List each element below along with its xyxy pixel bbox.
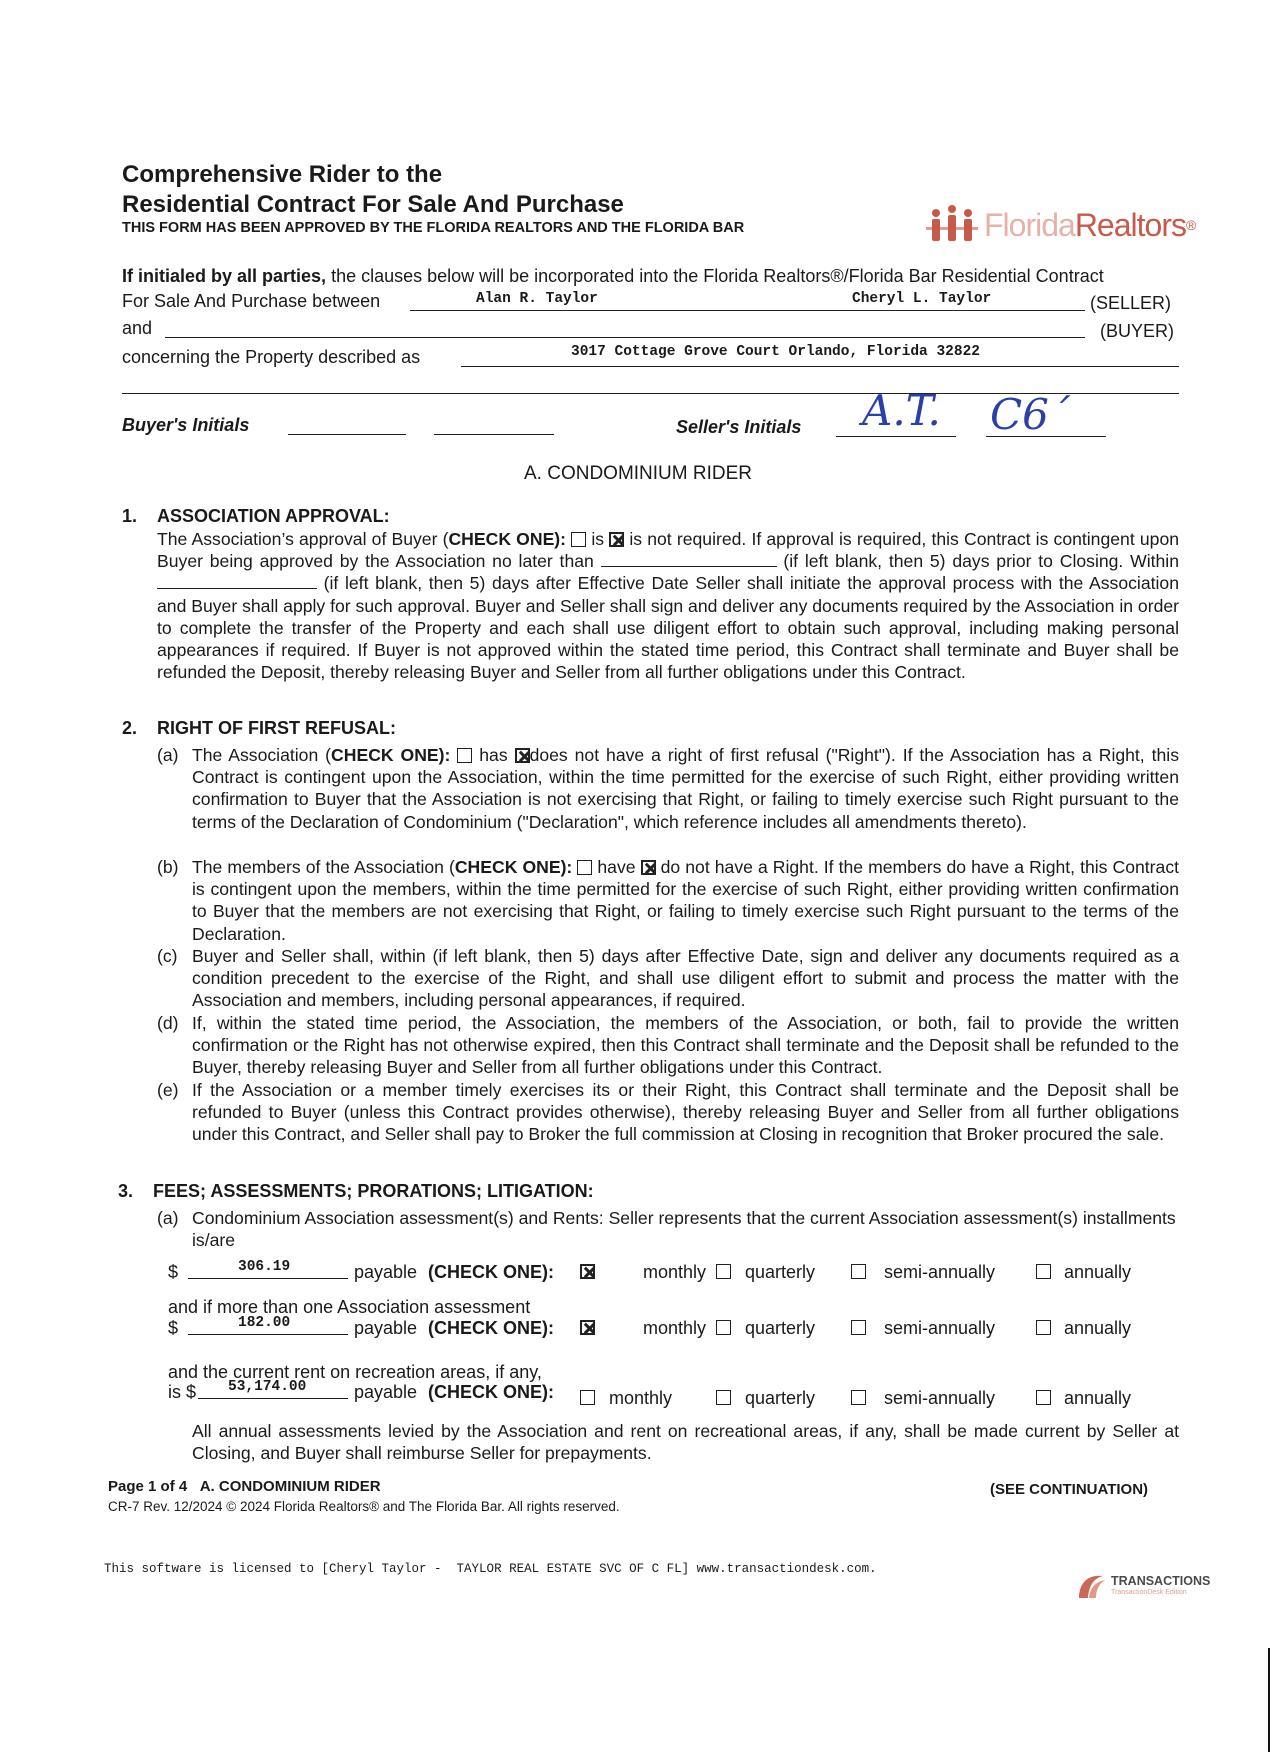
buyer-line[interactable]: [165, 337, 1085, 338]
amount2-value[interactable]: 182.00: [238, 1315, 291, 1331]
between-label: For Sale And Purchase between: [122, 291, 381, 311]
dollar-sign: $: [168, 1262, 179, 1282]
seller-name-1[interactable]: Alan R. Taylor: [476, 291, 598, 307]
s1-days-blank-1[interactable]: [601, 550, 777, 567]
seller-line[interactable]: [410, 310, 1085, 311]
transactions-logo-text: TRANSACTIONS: [1111, 1574, 1211, 1588]
s2b-text: The members of the Association (CHECK ONE): have do not have a Right. If the members do have a Right, this Contract is contingent upon the members, within the time permitted for the exercise of such Right, either providing written confirmation to Buyer that the members are not exercising that Right, or failing to timely exercise such Right pursuant to the terms of the Declaration.: [192, 857, 1180, 944]
fee1-semi-annually-checkbox[interactable]: [851, 1264, 866, 1279]
amount1-value[interactable]: 306.19: [238, 1259, 291, 1275]
quarterly-label: quarterly: [745, 1318, 816, 1338]
s1-approval-not-required-checkbox[interactable]: [609, 532, 624, 547]
s3a-closing-text: All annual assessments levied by the Association and rent on recreational areas, if any, shall be made current by Seller at Closing, and Buyer shall reimburse Seller for prepayments.: [192, 1421, 1179, 1464]
annually-label: annually: [1064, 1388, 1132, 1408]
s2b-do-not-have-checkbox[interactable]: [641, 860, 656, 875]
transactions-logo: [1075, 1570, 1225, 1606]
seller-name-2[interactable]: Cheryl L. Taylor: [852, 291, 992, 307]
s2d-text: If, within the stated time period, the Association, the members of the Association, or both, fail to provide the written confirmation or the Right has not otherwise expired, then this Contract shall terminate and the Deposit shall be refunded to the Buyer, thereby releasing Buyer and Seller from all further obligations under this Contract.: [192, 1013, 1179, 1078]
amount3-line[interactable]: [198, 1398, 348, 1399]
footer-revision: CR-7 Rev. 12/2024 © 2024 Florida Realtors® and The Florida Bar. All rights reserved.: [108, 1499, 620, 1514]
s3-number: 3.: [118, 1181, 134, 1201]
seller-initial-1: A.T.: [862, 386, 941, 435]
property-label: concerning the Property described as: [122, 347, 421, 367]
is-dollar-label: is $: [168, 1382, 197, 1402]
s3-heading: FEES; ASSESSMENTS; PRORATIONS; LITIGATION:: [153, 1181, 594, 1201]
quarterly-label: quarterly: [745, 1388, 816, 1408]
semi-annually-label: semi-annually: [884, 1388, 996, 1408]
s2a-has-checkbox[interactable]: [457, 748, 472, 763]
logo-wordmark: FloridaRealtors®: [984, 207, 1196, 243]
annually-label: annually: [1064, 1318, 1132, 1338]
transactions-logo-sub: TransactionDesk Edition: [1111, 1589, 1187, 1596]
florida-realtors-logo: [922, 205, 1196, 245]
s2a-label: (a): [157, 745, 179, 765]
monthly-label: monthly: [609, 1388, 673, 1408]
fee3-semi-annually-checkbox[interactable]: [851, 1390, 866, 1405]
fee2-annually-checkbox[interactable]: [1036, 1320, 1051, 1335]
s2a-text: The Association (CHECK ONE): has does not have a right of first refusal ("Right"). If the Association has a Right, this Contract is contingent upon the Association, within the time permitted for the exercise of such Right, either providing written confirmation to Buyer that the Association is not exercising that Right, or failing to timely exercise such Right pursuant to the terms of the Declaration of Condominium ("Declaration", which reference includes all amendments thereto).: [192, 745, 1180, 832]
check-one-label: (CHECK ONE):: [428, 1318, 554, 1338]
monthly-label: monthly: [643, 1262, 707, 1282]
payable-label: payable: [354, 1318, 418, 1338]
semi-annually-label: semi-annually: [884, 1318, 996, 1338]
fee2-quarterly-checkbox[interactable]: [716, 1320, 731, 1335]
fee1-monthly-checkbox[interactable]: [580, 1264, 595, 1279]
seller-tag: (SELLER): [1090, 293, 1172, 313]
buyer-initial-1-line[interactable]: [288, 434, 406, 435]
software-license: This software is licensed to [Cheryl Taylor - TAYLOR REAL ESTATE SVC OF C FL] www.transactiondesk.com.: [104, 1562, 877, 1576]
s1-number: 1.: [122, 506, 138, 526]
seller-initial-2: C6´: [990, 390, 1070, 439]
s1-days-blank-2[interactable]: [157, 572, 317, 589]
s2-heading: RIGHT OF FIRST REFUSAL:: [157, 718, 396, 738]
quarterly-label: quarterly: [745, 1262, 816, 1282]
s2e-label: (e): [157, 1080, 179, 1100]
s2a-does-not-have-checkbox[interactable]: [515, 748, 530, 763]
form-title-line2: Residential Contract For Sale And Purchase: [122, 191, 624, 218]
footer-continuation: (SEE CONTINUATION): [990, 1481, 1149, 1498]
amount2-line[interactable]: [188, 1334, 348, 1335]
property-address[interactable]: 3017 Cottage Grove Court Orlando, Florida 32822: [571, 344, 980, 360]
s2c-text: Buyer and Seller shall, within (if left blank, then 5) days after Effective Date, sign and deliver any documents required as a condition precedent to the exercise of the Right, and shall use diligent effort to submit and process the matter with the Association and members, including personal appearances, if required.: [192, 946, 1180, 1011]
s2b-have-checkbox[interactable]: [577, 860, 592, 875]
amount1-line[interactable]: [188, 1278, 348, 1279]
and-label: and: [122, 318, 153, 338]
intro-line1: If initialed by all parties, the clauses below will be incorporated into the Florida Realtors®/Florida Bar Residential Contract: [122, 266, 1104, 286]
fee1-quarterly-checkbox[interactable]: [716, 1264, 731, 1279]
rent-label: and the current rent on recreation areas, if any,: [168, 1362, 542, 1382]
buyer-initials-label: Buyer's Initials: [122, 415, 250, 435]
footer-page: Page 1 of 4: [108, 1478, 188, 1495]
s2c-label: (c): [157, 946, 178, 966]
semi-annually-label: semi-annually: [884, 1262, 996, 1282]
buyer-initial-2-line[interactable]: [434, 434, 554, 435]
monthly-label: monthly: [643, 1318, 707, 1338]
payable-label: payable: [354, 1262, 418, 1282]
fee3-monthly-checkbox[interactable]: [580, 1390, 595, 1405]
seller-initial-1-line[interactable]: [836, 436, 956, 437]
fee3-quarterly-checkbox[interactable]: [716, 1390, 731, 1405]
fee-row-2: [168, 1315, 1188, 1342]
amount3-value[interactable]: 53,174.00: [228, 1379, 307, 1395]
footer-rider: A. CONDOMINIUM RIDER: [199, 1478, 381, 1495]
fee3-annually-checkbox[interactable]: [1036, 1390, 1051, 1405]
s3a-text: Condominium Association assessment(s) and Rents: Seller represents that the current Association assessment(s) installments is/are: [192, 1208, 1176, 1251]
property-line[interactable]: [461, 366, 1179, 367]
dollar-sign: $: [168, 1318, 179, 1338]
s1-body: The Association’s approval of Buyer (CHECK ONE): is is not required. If approval is required, this Contract is contingent upon Buyer being approved by the Association no later than (if left blank, then 5) days prior to Closing. Within (if left blank, then 5) days after Effective Date Seller shall initiate the approval process with the Association and Buyer shall apply for such approval. Buyer and Seller shall sign and deliver any documents required by the Association in order to complete the transfer of the Property and each shall use diligent effort to obtain such approval, including making personal appearances if required. If Buyer is not approved within the stated time period, this Contract shall terminate and Buyer shall be refunded the Deposit, thereby releasing Buyer and Seller from all further obligations under this Contract.: [157, 529, 1180, 683]
buyer-tag: (BUYER): [1100, 321, 1175, 341]
form-title-line1: Comprehensive Rider to the: [122, 161, 443, 188]
s2-number: 2.: [122, 718, 138, 738]
s3a-label: (a): [157, 1208, 179, 1228]
check-one-label: (CHECK ONE):: [428, 1382, 554, 1402]
annually-label: annually: [1064, 1262, 1132, 1282]
s1-heading: ASSOCIATION APPROVAL:: [157, 506, 390, 526]
payable-label: payable: [354, 1382, 418, 1402]
fee-row-3: [168, 1379, 1188, 1408]
more-assessment-label: and if more than one Association assessment: [168, 1297, 531, 1317]
fee2-monthly-checkbox[interactable]: [580, 1320, 595, 1335]
s1-approval-required-checkbox[interactable]: [571, 532, 586, 547]
fee-row-1: [168, 1259, 1188, 1286]
footer-page-rider: [108, 1478, 381, 1495]
transactions-mark-icon: [1075, 1570, 1109, 1602]
check-one-label: (CHECK ONE):: [428, 1262, 554, 1282]
s2d-label: (d): [157, 1013, 179, 1033]
fee1-annually-checkbox[interactable]: [1036, 1264, 1051, 1279]
s2e-text: If the Association or a member timely exercises its or their Right, this Contract shall terminate and the Deposit shall be refunded to Buyer (unless this Contract provides otherwise), thereby releasing Buyer and Seller from all further obligations under this Contract, and Seller shall pay to Broker the full commission at Closing in recognition that Broker procured the sale.: [192, 1080, 1179, 1145]
seller-initials-label: Seller's Initials: [676, 417, 802, 437]
realtors-people-icon: [922, 205, 982, 245]
form-subtitle: THIS FORM HAS BEEN APPROVED BY THE FLORIDA REALTORS AND THE FLORIDA BAR: [122, 220, 745, 236]
scan-edge-mark: [1268, 1648, 1270, 1752]
rider-title: A. CONDOMINIUM RIDER: [524, 463, 752, 484]
s2b-label: (b): [157, 857, 179, 877]
fee2-semi-annually-checkbox[interactable]: [851, 1320, 866, 1335]
